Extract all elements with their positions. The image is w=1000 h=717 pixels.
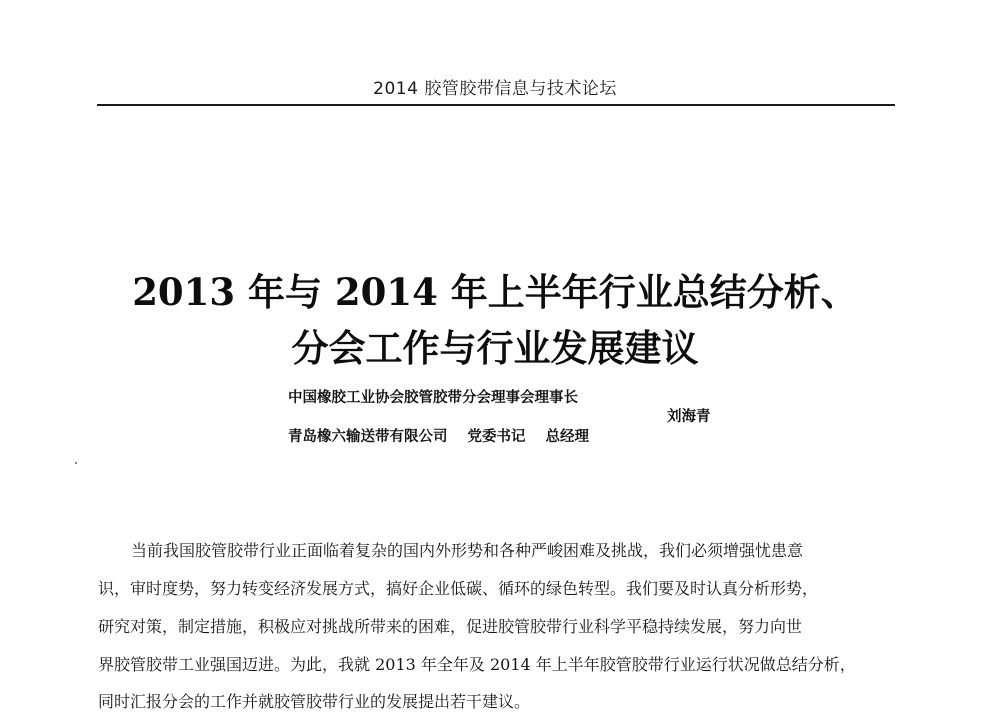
company-name: 青岛橡六输送带有限公司 (288, 429, 448, 445)
running-header: 2014 胶管胶带信息与技术论坛 (373, 79, 617, 99)
author-name: 刘海青 (667, 409, 711, 425)
article-title-line-1: 2013 年与 2014 年上半年行业总结分析、 (132, 270, 858, 314)
header-rule (97, 104, 895, 106)
body-paragraph-line-2: 识，审时度势，努力转变经济发展方式，搞好企业低碳、循环的绿色转型。我们要及时认真分析形势， (98, 579, 819, 598)
article-title-line-2: 分会工作与行业发展建议 (291, 326, 699, 370)
body-paragraph-line-5: 同时汇报分会的工作并就胶管胶带行业的发展提出若干建议。 (98, 692, 531, 711)
author-affiliation-line-1: 中国橡胶工业协会胶管胶带分会理事会理事长 (288, 390, 578, 406)
scan-speck (75, 462, 77, 464)
body-paragraph-line-3: 研究对策，制定措施，积极应对挑战所带来的困难，促进胶管胶带行业科学平稳持续发展，努力向世 (98, 617, 803, 636)
role-general-manager: 总经理 (545, 429, 589, 445)
author-affiliation-line-2 (288, 425, 589, 446)
role-party-secretary: 党委书记 (467, 429, 526, 445)
body-paragraph-line-1: 当前我国胶管胶带行业正面临着复杂的国内外形势和各种严峻困难及挑战，我们必须增强忧患意 (131, 541, 804, 560)
body-paragraph-line-4: 界胶管胶带工业强国迈进。为此，我就 2013 年全年及 2014 年上半年胶管胶带行业运行状况做总结分析， (98, 655, 856, 674)
